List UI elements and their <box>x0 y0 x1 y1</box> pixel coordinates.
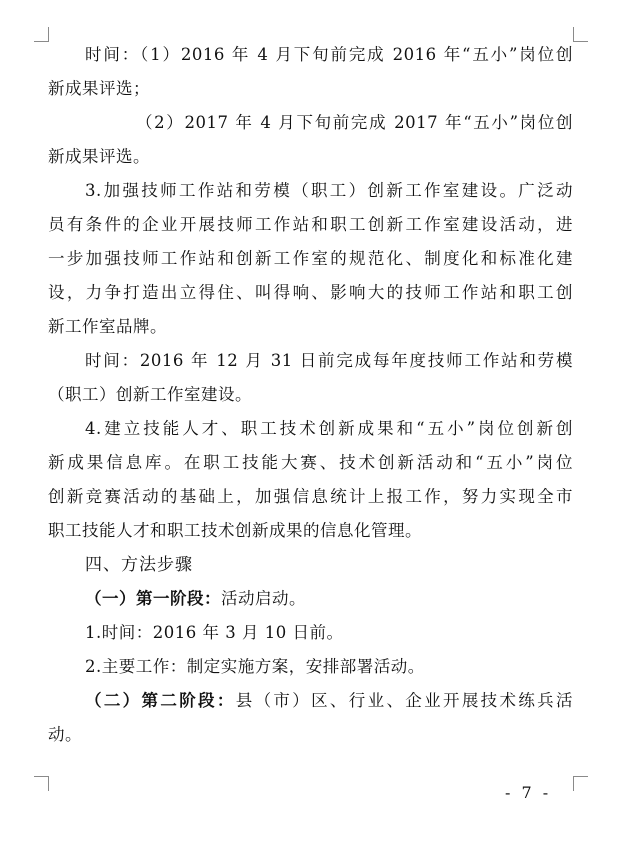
stage-label: （一）第一阶段： <box>85 589 221 608</box>
paragraph-line: （职工）创新工作室建设。 <box>48 385 252 404</box>
paragraph-line: 创新竞赛活动的基础上，加强信息统计上报工作，努力实现全市 <box>48 487 573 506</box>
paragraph-line: 新成果评选； <box>48 79 150 98</box>
crop-mark-bottom-left <box>34 776 49 791</box>
stage-text: 县（市）区、行业、企业开展技术练兵活 <box>235 691 574 710</box>
paragraph-line: 时间：（1）2016 年 4 月下旬前完成 2016 年“五小”岗位创 <box>85 45 573 64</box>
stage-label: （二）第二阶段： <box>85 691 236 710</box>
paragraph-line: 时间：2016 年 12 月 31 日前完成每年度技师工作站和劳模 <box>85 351 573 370</box>
section-heading: 四、方法步骤 <box>85 555 193 575</box>
crop-mark-top-left <box>34 27 49 42</box>
paragraph-line: 动。 <box>48 725 82 744</box>
page-number: - 7 - <box>505 783 552 802</box>
paragraph-line: 员有条件的企业开展技师工作站和职工创新工作室建设活动，进 <box>48 215 573 234</box>
paragraph-line: （2）2017 年 4 月下旬前完成 2017 年“五小”岗位创 <box>136 113 573 132</box>
crop-mark-bottom-right <box>573 776 588 791</box>
paragraph-line: 新成果信息库。在职工技能大赛、技术创新活动和“五小”岗位 <box>48 453 573 472</box>
paragraph-line: 3.加强技师工作站和劳模（职工）创新工作室建设。广泛动 <box>85 181 573 200</box>
paragraph-line: 1.时间：2016 年 3 月 10 日前。 <box>85 623 344 642</box>
paragraph-line: 新成果评选。 <box>48 147 150 166</box>
paragraph-line: 一步加强技师工作站和创新工作室的规范化、制度化和标准化建 <box>48 249 573 268</box>
paragraph-line: 4.建立技能人才、职工技术创新成果和“五小”岗位创新创 <box>85 419 573 438</box>
paragraph-line: 职工技能人才和职工技术创新成果的信息化管理。 <box>48 521 422 540</box>
stage-heading <box>48 684 573 718</box>
paragraph-line: 新工作室品牌。 <box>48 317 167 336</box>
crop-mark-top-right <box>573 27 588 42</box>
stage-heading <box>48 582 573 616</box>
paragraph-line: 设，力争打造出立得住、叫得响、影响大的技师工作站和职工创 <box>48 283 573 302</box>
stage-text: 活动启动。 <box>221 589 306 608</box>
paragraph-line: 2.主要工作：制定实施方案，安排部署活动。 <box>85 657 425 676</box>
document-body <box>48 38 573 752</box>
